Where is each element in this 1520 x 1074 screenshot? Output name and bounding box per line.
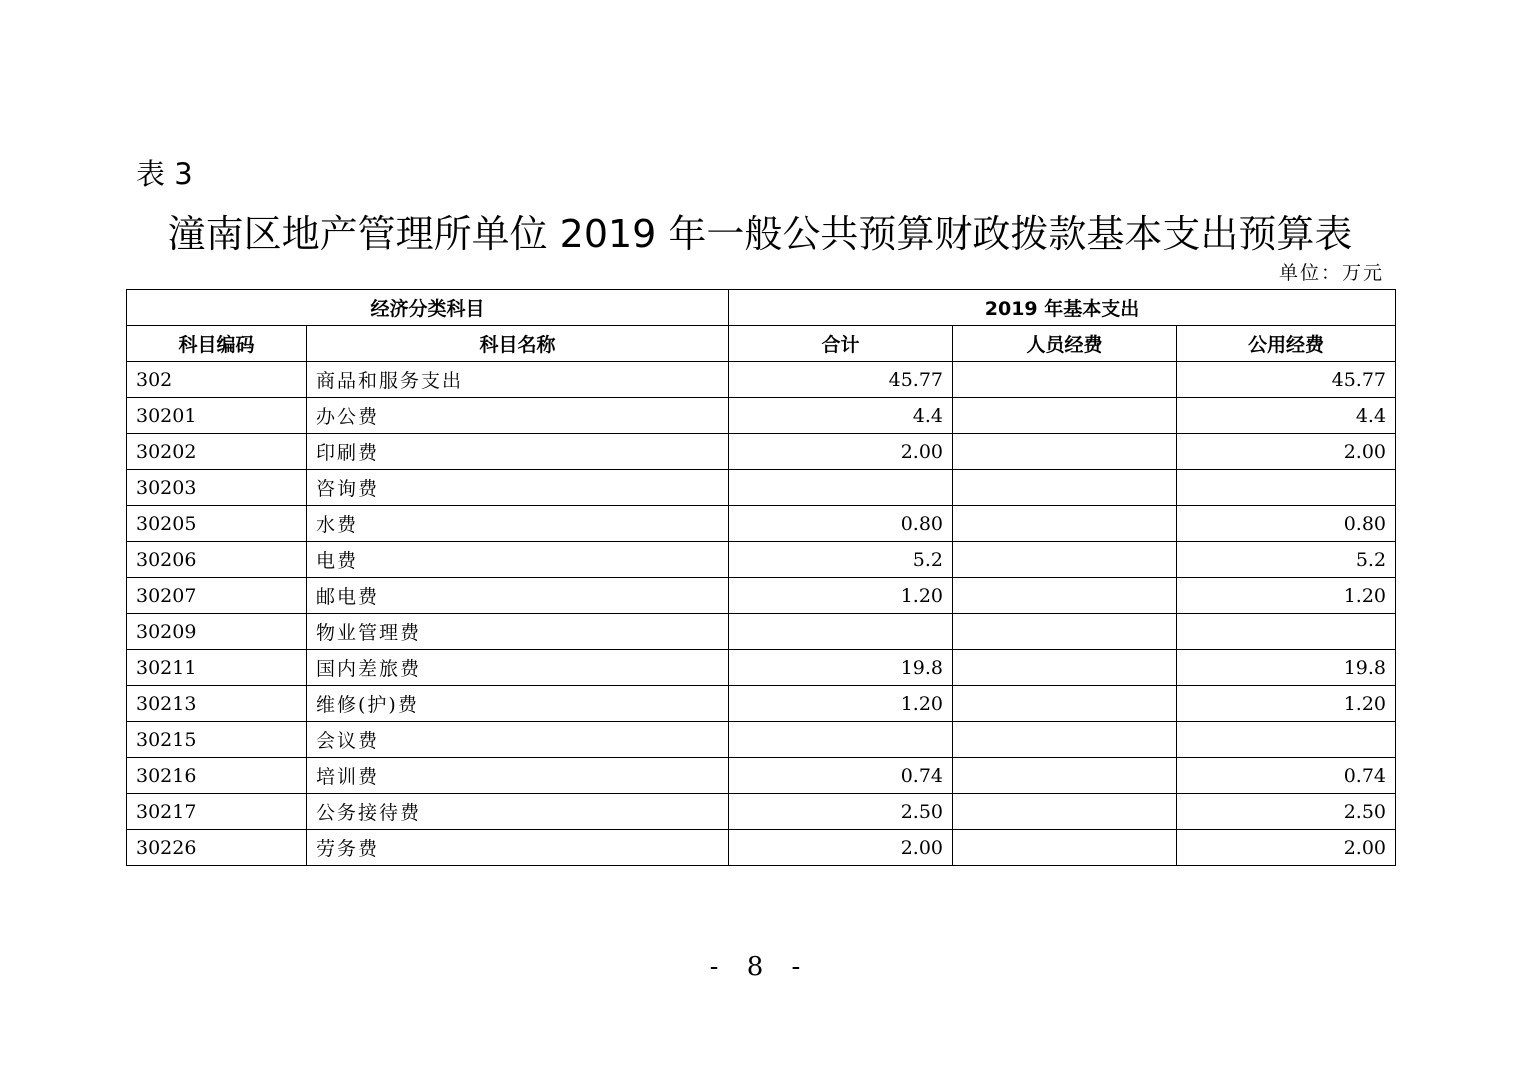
header-group-row xyxy=(127,290,1396,326)
cell-personnel xyxy=(953,614,1177,650)
table-row xyxy=(127,434,1396,470)
table-row xyxy=(127,542,1396,578)
header-economic-classification: 经济分类科目 xyxy=(127,290,729,326)
cell-public: 4.4 xyxy=(1177,398,1396,434)
cell-name: 公务接待费 xyxy=(307,794,729,830)
table-body xyxy=(127,362,1396,866)
table-row xyxy=(127,614,1396,650)
cell-code: 30209 xyxy=(127,614,307,650)
cell-public: 1.20 xyxy=(1177,686,1396,722)
cell-name: 印刷费 xyxy=(307,434,729,470)
header-public: 公用经费 xyxy=(1177,326,1396,362)
header-total: 合计 xyxy=(729,326,953,362)
cell-public: 0.80 xyxy=(1177,506,1396,542)
cell-personnel xyxy=(953,470,1177,506)
cell-name: 物业管理费 xyxy=(307,614,729,650)
cell-personnel xyxy=(953,506,1177,542)
table-row xyxy=(127,470,1396,506)
cell-public xyxy=(1177,614,1396,650)
cell-name: 劳务费 xyxy=(307,830,729,866)
cell-personnel xyxy=(953,578,1177,614)
cell-code: 30211 xyxy=(127,650,307,686)
table-row xyxy=(127,578,1396,614)
cell-public: 0.74 xyxy=(1177,758,1396,794)
cell-code: 30202 xyxy=(127,434,307,470)
cell-code: 302 xyxy=(127,362,307,398)
cell-personnel xyxy=(953,542,1177,578)
header-name: 科目名称 xyxy=(307,326,729,362)
cell-public: 45.77 xyxy=(1177,362,1396,398)
cell-public: 1.20 xyxy=(1177,578,1396,614)
cell-total: 19.8 xyxy=(729,650,953,686)
cell-name: 会议费 xyxy=(307,722,729,758)
cell-total: 4.4 xyxy=(729,398,953,434)
cell-personnel xyxy=(953,722,1177,758)
table-row xyxy=(127,506,1396,542)
cell-code: 30207 xyxy=(127,578,307,614)
cell-code: 30226 xyxy=(127,830,307,866)
cell-name: 水费 xyxy=(307,506,729,542)
table-row xyxy=(127,794,1396,830)
table-label: 表 3 xyxy=(136,157,193,191)
cell-total: 45.77 xyxy=(729,362,953,398)
document-title: 潼南区地产管理所单位 2019 年一般公共预算财政拨款基本支出预算表 xyxy=(167,212,1353,256)
table-row xyxy=(127,722,1396,758)
cell-personnel xyxy=(953,434,1177,470)
unit-note: 单位：万元 xyxy=(1278,262,1384,284)
cell-personnel xyxy=(953,794,1177,830)
cell-code: 30213 xyxy=(127,686,307,722)
page-number: - 8 - xyxy=(709,952,811,982)
cell-public xyxy=(1177,470,1396,506)
cell-public: 2.00 xyxy=(1177,434,1396,470)
cell-name: 邮电费 xyxy=(307,578,729,614)
cell-name: 电费 xyxy=(307,542,729,578)
cell-total: 0.74 xyxy=(729,758,953,794)
cell-total xyxy=(729,470,953,506)
table-header xyxy=(127,290,1396,362)
table-row xyxy=(127,758,1396,794)
cell-code: 30205 xyxy=(127,506,307,542)
header-column-row xyxy=(127,326,1396,362)
cell-code: 30217 xyxy=(127,794,307,830)
cell-public xyxy=(1177,722,1396,758)
cell-total: 1.20 xyxy=(729,578,953,614)
cell-code: 30215 xyxy=(127,722,307,758)
cell-personnel xyxy=(953,398,1177,434)
table-row xyxy=(127,362,1396,398)
cell-name: 商品和服务支出 xyxy=(307,362,729,398)
cell-public: 2.00 xyxy=(1177,830,1396,866)
header-code: 科目编码 xyxy=(127,326,307,362)
budget-table xyxy=(126,289,1396,866)
table-row xyxy=(127,650,1396,686)
cell-code: 30206 xyxy=(127,542,307,578)
cell-personnel xyxy=(953,650,1177,686)
cell-name: 咨询费 xyxy=(307,470,729,506)
cell-personnel xyxy=(953,362,1177,398)
cell-code: 30216 xyxy=(127,758,307,794)
cell-name: 维修(护)费 xyxy=(307,686,729,722)
cell-total: 2.50 xyxy=(729,794,953,830)
header-basic-expenditure: 2019 年基本支出 xyxy=(729,290,1396,326)
cell-total: 2.00 xyxy=(729,434,953,470)
table-row xyxy=(127,398,1396,434)
cell-personnel xyxy=(953,830,1177,866)
cell-name: 国内差旅费 xyxy=(307,650,729,686)
cell-code: 30203 xyxy=(127,470,307,506)
cell-total: 0.80 xyxy=(729,506,953,542)
cell-public: 2.50 xyxy=(1177,794,1396,830)
cell-total: 2.00 xyxy=(729,830,953,866)
cell-personnel xyxy=(953,758,1177,794)
cell-total: 1.20 xyxy=(729,686,953,722)
table-row xyxy=(127,686,1396,722)
cell-public: 5.2 xyxy=(1177,542,1396,578)
cell-code: 30201 xyxy=(127,398,307,434)
header-personnel: 人员经费 xyxy=(953,326,1177,362)
cell-total: 5.2 xyxy=(729,542,953,578)
cell-total xyxy=(729,614,953,650)
cell-total xyxy=(729,722,953,758)
cell-name: 办公费 xyxy=(307,398,729,434)
table-row xyxy=(127,830,1396,866)
cell-public: 19.8 xyxy=(1177,650,1396,686)
cell-name: 培训费 xyxy=(307,758,729,794)
cell-personnel xyxy=(953,686,1177,722)
